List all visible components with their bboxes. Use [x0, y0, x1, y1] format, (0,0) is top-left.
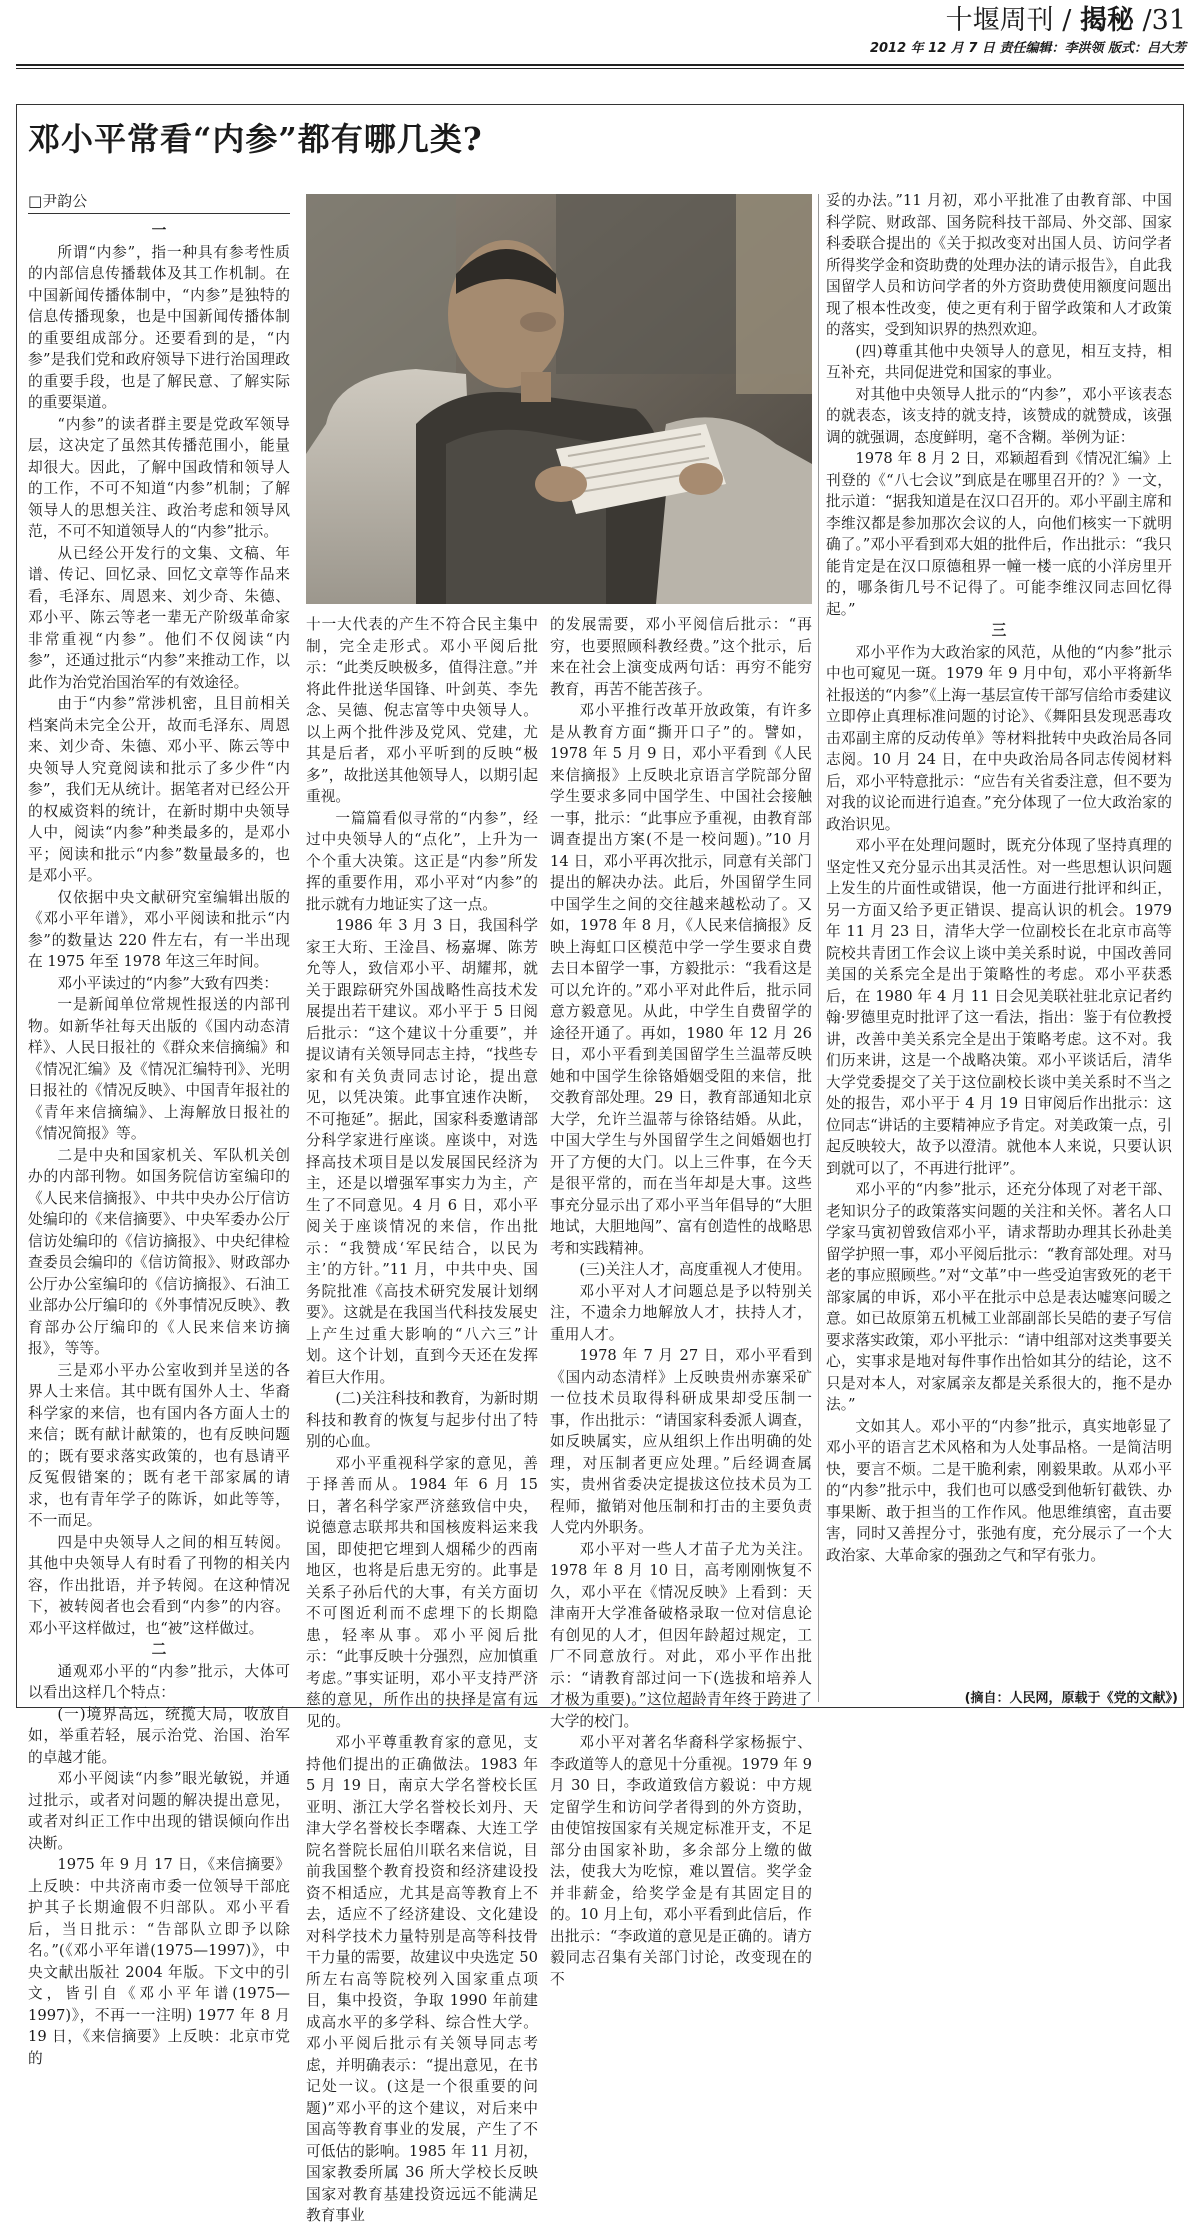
paragraph: 的发展需要，邓小平阅信后批示：“再穷，也要照顾科教经费。”这个批示，后来在社会上演变成两句话：再穷不能穷教育，再苦不能苦孩子。 [550, 616, 812, 698]
paragraph: 文如其人。邓小平的“内参”批示，真实地彰显了邓小平的语言艺术风格和为人处事品格。一是简洁明快，要言不烦。二是干脆利索，刚毅果敢。从邓小平的“内参”批示中，我们也可以感受到他斩钉截铁、办事果断、敢于担当的工作作风。他思维缜密，直击要害，同时又善捏分寸，张弛有度，充分展示了一个大政治家、大革命家的强劲之气和罕有张力。 [826, 1417, 1172, 1564]
paragraph: 1975 年 9 月 17 日，《来信摘要》上反映：中共济南市委一位领导干部庇护其子长期逾假不归部队。邓小平看后，当日批示：“告部队立即予以除名。”(《邓小平年谱(1975—1997)》，中央文献出版社 2004 年版。下文中的引文，皆引自《邓小平年谱(1975—1997)》，不再一一注明) 1977 年 8 月 19 日，《来信摘要》上反映：北京市党的 [28, 1856, 290, 2067]
paragraph: 三是邓小平办公室收到并呈送的各界人士来信。其中既有国外人士、华裔科学家的来信，也有国内各方面人士的来信；既有献计献策的，也有反映问题的；既有要求落实政策的，也有恳请平反冤假错案的；既有老干部家属的请求，也有青年学子的陈诉，如此等等，不一而足。 [28, 1361, 290, 1529]
header-rule-thin [16, 68, 1184, 69]
paragraph: 二是中央和国家机关、军队机关创办的内部刊物。如国务院信访室编印的《人民来信摘报》、中共中央办公厅信访处编印的《来信摘要》、中央军委办公厅信访处编印的《信访摘报》、中央纪律检查委员会编印的《信访简报》、财政部办公厅办公室编印的《信访摘报》、石油工业部办公厅编印的《外事情况反映》、教育部办公厅编印的《人民来信来访摘报》，等等。 [28, 1146, 290, 1357]
paragraph: 邓小平读过的“内参”大致有四类： [57, 974, 279, 992]
paragraph: 邓小平对一些人才苗子尤为关注。1978 年 8 月 10 日，高考刚刚恢复不久，邓小平在《情况反映》上看到：天津南开大学准备破格录取一位对信息论有创见的人才，但因年龄超过规定，工厂不同意放行。对此，邓小平作出批示：“请教育部过问一下(选拔和培养人才极为重要)。”这位超龄青年终于跨进了大学的校门。 [550, 1540, 812, 1730]
author-byline: □尹韵公 [28, 192, 88, 210]
paragraph: “内参”的读者群主要是党政军领导层，这决定了虽然其传播范围小，能量却很大。因此，了解中国政情和领导人的工作，不可不知道“内参”机制；了解领导人的思想关注、政治考虑和领导风范，不可不知道领导人的“内参”批示。 [28, 415, 290, 540]
paragraph: 四是中央领导人之间的相互转阅。其他中央领导人有时看了刊物的相关内容，作出批语，并予转阅。在这种情况下，被转阅者也会看到“内参”的内容。邓小平这样做过，也“被”这样做过。 [28, 1533, 290, 1637]
section-numeral: 二 [151, 1641, 167, 1658]
paragraph: 邓小平作为大政治家的风范，从他的“内参”批示中也可窥见一斑。1979 年 9 月中旬，邓小平将新华社报送的“内参”《上海一基层宣传干部写信给市委建议立即停止真理标准问题的讨论》、《舞阳县发现恶毒攻击邓副主席的反动传单》等材料批转中央政治局各同志阅。10 月 24 日，在中央政治局各同志传阅材料后，邓小平特意批示：“应告有关省委注意，但不要为对我的议论而进行追查。”充分体现了一位大政治家的政治识见。 [826, 643, 1172, 833]
text-column-2 [306, 614, 538, 2224]
editor-credit: 责任编辑：李洪领 [999, 41, 1104, 56]
designer-credit: 版式：吕大芳 [1107, 41, 1186, 56]
paragraph: 一是新闻单位常规性报送的内部刊物。如新华社每天出版的《国内动态清样》、人民日报社的《群众来信摘编》和《情况汇编》及《情况汇编特刊》、光明日报社的《情况反映》、中国青年报社的《青年来信摘编》、上海解放日报社的《情况简报》等。 [28, 996, 290, 1142]
paragraph: (三)关注人才，高度重视人才使用。 [579, 1261, 812, 1278]
paragraph: 1986 年 3 月 3 日，我国科学家王大珩、王淦昌、杨嘉墀、陈芳允等人，致信邓小平、胡耀邦，就关于跟踪研究外国战略性高技术发展提出若干建议。邓小平于 5 日阅后批示：“这个建议十分重要”，并提议请有关领导同志主持，“找些专家和有关负责同志讨论，提出意见，以凭决策。此事宜速作决断，不可拖延”。据此，国家科委邀请部分科学家进行座谈。座谈中，对选择高技术项目是以发展国民经济为主，还是以增强军事实力为主，产生了不同意见。4 月 6 日，邓小平阅关于座谈情况的来信，作出批示：“我赞成‘军民结合，以民为主’的方针。”11 月，中共中央、国务院批准《高技术研究发展计划纲要》。这就是在我国当代科技发展史上产生过重大影响的“八六三”计划。这个计划，直到今天还在发挥着巨大作用。 [306, 917, 538, 1386]
issue-date: 2012 年 12 月 7 日 [869, 41, 995, 56]
article-photo [306, 194, 812, 604]
paragraph: 对其他中央领导人批示的“内参”，邓小平该表态的就表态，该支持的就支持，该赞成的就赞成，该强调的就强调，态度鲜明，毫不含糊。举例为证： [826, 385, 1172, 446]
paragraph: 通观邓小平的“内参”批示，大体可以看出这样几个特点： [28, 1662, 290, 1701]
paragraph: 邓小平阅读“内参”眼光敏锐，并通过批示，或者对问题的解决提出意见，或者对纠正工作中出现的错误倾向作出决断。 [28, 1770, 290, 1852]
byline-rule [28, 213, 290, 214]
paper-name: 十堰周刊 [945, 5, 1054, 36]
publication-header: 十堰周刊 / 揭秘 /31 [945, 5, 1186, 36]
reading-man-photo [306, 194, 812, 604]
paragraph: 邓小平对人才问题总是予以特别关注，不遗余力地解放人才，扶持人才，重用人才。 [550, 1282, 812, 1343]
paragraph: 所谓“内参”，指一种具有参考性质的内部信息传播载体及其工作机制。在中国新闻传播体制中，“内参”是独特的信息传播现象，也是中国新闻传播体制的重要组成部分。还要看到的是，“内参”是我们党和政府领导下进行治国理政的重要手段，也是了解民意、了解实际的重要渠道。 [28, 243, 290, 411]
paragraph: (四)尊重其他中央领导人的意见，相互支持，相互补充，共同促进党和国家的事业。 [826, 342, 1172, 381]
paragraph: 1978 年 8 月 2 日，邓颖超看到《情况汇编》上刊登的《“八七会议”到底是在哪里召开的？》一文，批示道：“据我知道是在汉口召开的。邓小平副主席和李维汉都是参加那次会议的人，向他们核实一下就明确了。”邓小平看到邓大姐的批件后，作出批示：“我只能肯定是在汉口原德租界一幢一楼一底的小洋房里开的，哪条街几号不记得了。可能李维汉同志回忆得起。” [826, 450, 1172, 618]
section-numeral: 一 [151, 222, 167, 239]
paragraph: 邓小平重视科学家的意见，善于择善而从。1984 年 6 月 15 日，著名科学家严济慈致信中央，说德意志联邦共和国核废料运来我国，即使把它埋到人烟稀少的西南地区，也将是后患无穷的。此事是关系子孙后代的大事，有关方面切不可图近利而不虑埋下的长期隐患，轻率从事。邓小平阅后批示：“此事反映十分强烈，应加慎重考虑。”事实证明，邓小平支持严济慈的意见，所作出的抉择是富有远见的。 [306, 1454, 538, 1730]
paragraph: 1978 年 7 月 27 日，邓小平看到《国内动态清样》上反映贵州赤寨采矿一位技术员取得科研成果却受压制一事，作出批示：“请国家科委派人调查，如反映属实，应从组织上作出明确的处理，对压制者更应处理。”后经调查属实，贵州省委决定提拔这位技术员为工程师，撤销对他压制和打击的主要负责人党内外职务。 [550, 1347, 812, 1536]
article-headline: 邓小平常看“内参”都有哪几类? [28, 120, 483, 158]
masthead [0, 0, 1200, 60]
paragraph: 仅依据中央文献研究室编辑出版的《邓小平年谱》，邓小平阅读和批示“内参”的数量达 220 件左右，有一半出现在 1975 年至 1978 年这三年时间。 [28, 888, 290, 970]
paragraph: 邓小平在处理问题时，既充分体现了坚持真理的坚定性又充分显示出其灵活性。对一些思想认识问题上发生的片面性或错误，他一方面进行批评和纠正，另一方面又给予更正错误、提高认识的机会。1979 年 11 月 23 日，清华大学一位副校长在北京市高等院校共青团工作会议上谈中美关系时说，中国改善同美国的关系完全是出于策略性的考虑。邓小平获悉后，在 1980 年 4 月 11 日会见美联社驻北京记者约翰·罗德里克时批评了这一看法，指出：鉴于有位教授讲，改善中美关系完全是出于策略考虑。这不对。我们历来讲，这是一个战略决策。邓小平谈话后，清华大学党委提交了关于这位副校长谈中美关系时不当之处的报告，邓小平于 4 月 19 日审阅后作出批示：这位同志“讲话的主要精神应予肯定。对美政策一点，引起反映较大，故予以澄清。就他本人来说，只要认识到就可以了，不再进行批评”。 [826, 837, 1172, 1177]
text-column-1 [28, 220, 290, 2067]
section-name: 揭秘 [1079, 5, 1134, 36]
paragraph: (二)关注科技和教育，为新时期科技和教育的恢复与起步付出了特别的心血。 [306, 1390, 538, 1450]
column-separator [818, 194, 819, 1702]
header-rule [16, 64, 1184, 66]
paragraph: 邓小平推行改革开放政策，有许多是从教育方面“撕开口子”的。譬如，1978 年 5 月 9 日，邓小平看到《人民来信摘报》上反映北京语言学院部分留学生要求多同中国学生、中国社会接触一事，批示：“此事应予重视，由教育部调查提出方案(不是一校问题)。”10 月 14 日，邓小平再次批示，同意有关部门提出的解决办法。此后，外国留学生同中国学生之间的交往越来越松动了。又如，1978 年 8 月，《人民来信摘报》反映上海虹口区模范中学一学生要求自费去日本留学一事，方毅批示：“我看这是可以允许的。”邓小平对此件后，批示同意方毅意见。从此，中学生自费留学的途径开通了。再如，1980 年 12 月 26 日，邓小平看到美国留学生兰温蒂反映她和中国学生徐铬婚姻受阻的来信，批交教育部处理。29 日，教育部通知北京大学，允许兰温蒂与徐铬结婚。从此，中国大学生与外国留学生之间婚姻也打开了方便的大门。以上三件事，在今天是很平常的，而在当年却是大事。这些事充分显示出了邓小平当年倡导的“大胆地试，大胆地闯”、富有创造性的战略思考和实践精神。 [550, 702, 812, 1257]
paragraph: 从已经公开发行的文集、文稿、年谱、传记、回忆录、回忆文章等作品来看，毛泽东、周恩来、刘少奇、朱德、邓小平、陈云等老一辈无产阶级革命家非常重视“内参”。他们不仅阅读“内参”，还通过批示“内参”来推动工作，以此作为治党治国治军的有效途径。 [28, 544, 290, 691]
source-credit: (摘自：人民网，原载于《党的文献》) [964, 1691, 1178, 1706]
paragraph: 妥的办法。”11 月初，邓小平批准了由教育部、中国科学院、财政部、国务院科技干部局、外交部、国家科委联合提出的《关于拟改变对出国人员、访问学者所得奖学金和资助费的处理办法的请示报告》，自此我国留学人员和访问学者的外方资助费使用额度问题出现了根本性改变，使之更有利于留学政策和人才政策的落实，受到知识界的热烈欢迎。 [826, 192, 1172, 338]
section-numeral: 三 [991, 622, 1007, 639]
page-number: /31 [1142, 5, 1186, 36]
paragraph: 邓小平尊重教育家的意见，支持他们提出的正确做法。1983 年 5 月 19 日，南京大学名誉校长匡亚明、浙江大学名誉校长刘丹、天津大学名誉校长李曙森、大连工学院名誉院长屈伯川联名来信说，目前我国整个教育投资和经济建设投资不相适应，尤其是高等教育上不去，适应不了经济建设、文化建设对科学技术力量特别是高等科技骨干力量的需要，故建议中央选定 50 所左右高等院校列入国家重点项目，集中投资，争取 1990 年前建成高水平的多学科、综合性大学。邓小平阅后批示有关领导同志考虑，并明确表示：“提出意见，在书记处一议。(这是一个很重要的问题)”邓小平的这个建议，对后来中国高等教育事业的发展，产生了不可低估的影响。1985 年 11 月初，国家教委所属 36 所大学校长反映国家对教育基建投资远远不能满足教育事业 [306, 1734, 538, 2224]
paragraph: (一)境界高远，统揽大局，收放自如，举重若轻，展示治党、治国、治军的卓越才能。 [28, 1705, 290, 1766]
dateline [870, 37, 1186, 56]
text-column-3 [550, 614, 812, 1988]
text-column-4 [826, 190, 1172, 1702]
paragraph: 一篇篇看似寻常的“内参”，经过中央领导人的“点化”，上升为一个个重大决策。这正是“内参”所发挥的重要作用，邓小平对“内参”的批示就有力地证实了这一点。 [306, 809, 538, 913]
paragraph: 十一大代表的产生不符合民主集中制，完全走形式。邓小平阅后批示：“此类反映极多，值得注意。”并将此件批送华国锋、叶剑英、李先念、吴德、倪志富等中央领导人。以上两个批件涉及党风、党建，尤其是后者，邓小平听到的反映“极多”，故批送其他领导人，以期引起重视。 [306, 616, 538, 805]
paragraph: 由于“内参”常涉机密，且目前相关档案尚未完全公开，故而毛泽东、周恩来、刘少奇、朱德、邓小平、陈云等中央领导人究竟阅读和批示了多少件“内参”，我们无从统计。据笔者对已经公开的权威资料的统计，在新时期中央领导人中，阅读“内参”种类最多的，是邓小平；阅读和批示“内参”数量最多的，也是邓小平。 [28, 695, 290, 884]
paragraph: 邓小平对著名华裔科学家杨振宁、李政道等人的意见十分重视。1979 年 9 月 30 日，李政道致信方毅说：中方规定留学生和访问学者得到的外方资助，由使馆按国家有关规定标准开支，不足部分由国家补助，多余部分上缴的做法，使我大为吃惊，难以置信。奖学金并非薪金，给奖学金是有其固定目的的。10 月上旬，邓小平看到此信后，作出批示：“李政道的意见是正确的。请方毅同志召集有关部门讨论，改变现在的不 [550, 1734, 812, 1988]
paragraph: 邓小平的“内参”批示，还充分体现了对老干部、老知识分子的政策落实问题的关注和关怀。著名人口学家马寅初曾致信邓小平，请求帮助办理其长孙赴美留学护照一事，邓小平阅后批示：“教育部处理。对马老的事应照顾些。”对“文革”中一些受迫害致死的老干部家属的申诉，邓小平在批示中总是表达嘘寒问暖之意。如已故原第五机械工业部副部长吴皓的妻子写信要求落实政策，邓小平批示：“请中组部对这类事要关心，实事求是地对每件事作出恰如其分的结论，这不只是对本人，对家属亲友都是关系很大的，拖不是办法。” [826, 1181, 1172, 1413]
